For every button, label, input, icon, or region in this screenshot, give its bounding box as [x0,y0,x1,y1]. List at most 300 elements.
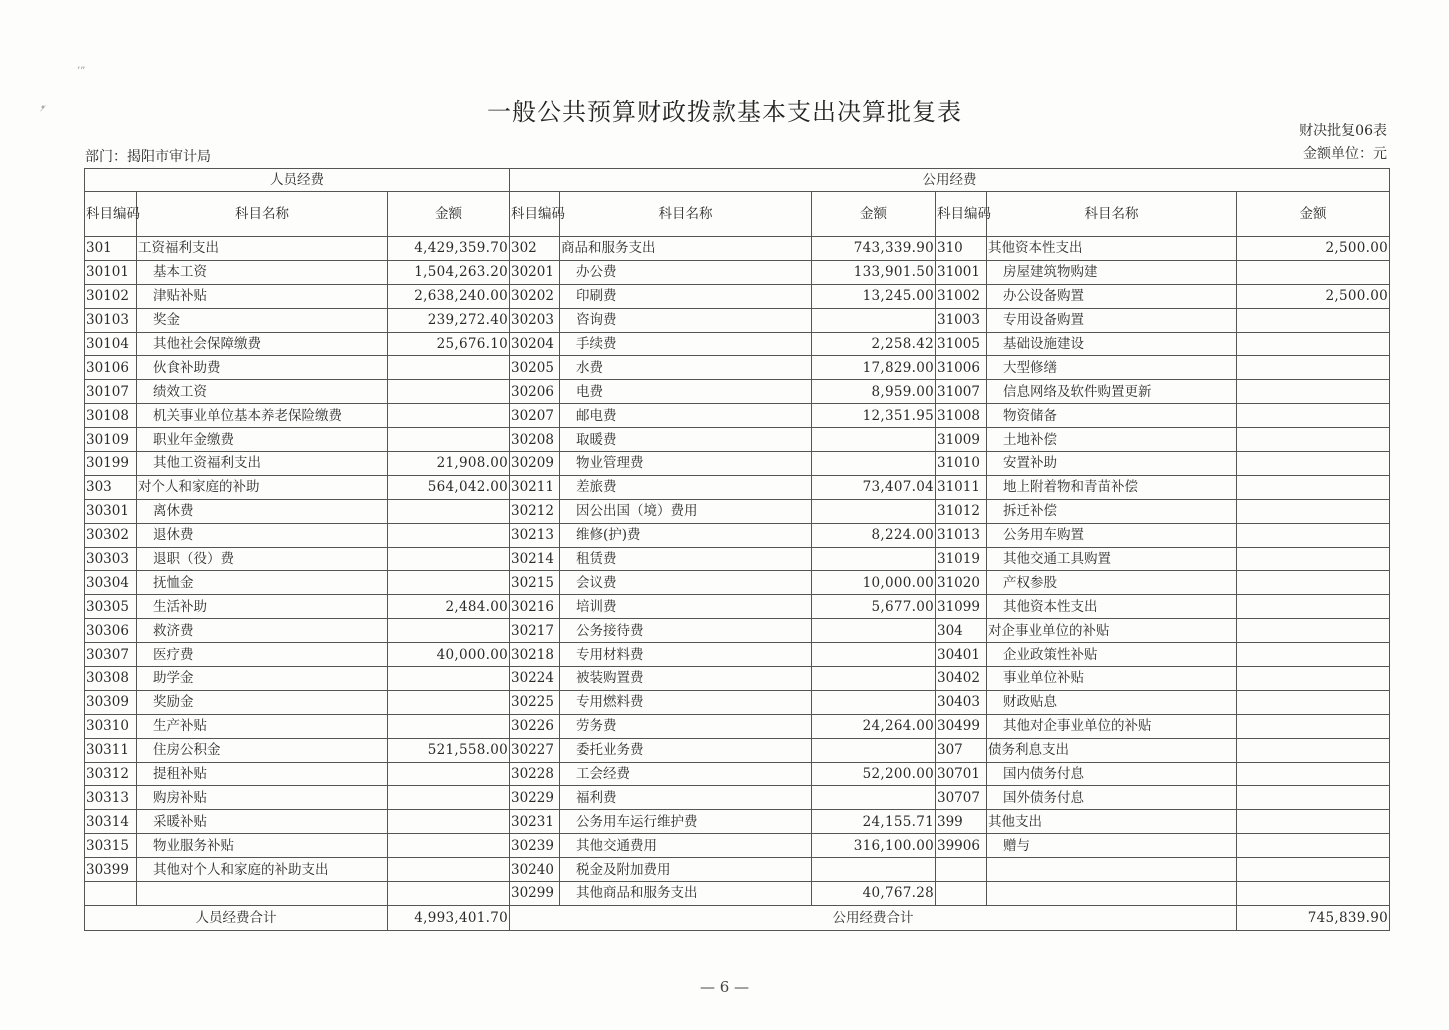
subject-name-cell: 生活补助 [137,595,388,619]
table-row [85,237,1390,261]
subject-name-cell: 事业单位补贴 [987,667,1237,691]
subject-code-cell: 30228 [510,762,560,786]
table-row [85,475,1390,499]
amount-cell [388,523,510,547]
subject-name-cell: 专用设备购置 [987,308,1237,332]
amount-cell [388,667,510,691]
amount-cell: 239,272.40 [388,308,510,332]
subject-name-cell: 其他工资福利支出 [137,452,388,476]
subject-name-cell: 奖金 [137,308,388,332]
subject-name-cell: 对个人和家庭的补助 [137,475,388,499]
amount-cell: 133,901.50 [812,260,936,284]
column-header-row [85,192,1390,237]
amount-cell: 4,429,359.70 [388,237,510,261]
subject-code-cell: 30102 [85,284,137,308]
table-row [85,619,1390,643]
amount-cell [812,619,936,643]
subject-name-cell: 救济费 [137,619,388,643]
amount-header: 金额 [1237,192,1390,237]
subject-code-cell: 30217 [510,619,560,643]
subject-name-cell: 咨询费 [560,308,812,332]
subject-code-cell: 30310 [85,714,137,738]
subject-name-cell: 取暖费 [560,428,812,452]
subject-name-cell: 维修(护)费 [560,523,812,547]
amount-cell [812,547,936,571]
subject-name-cell: 国外债务付息 [987,786,1237,810]
subject-name-cell: 被装购置费 [560,667,812,691]
subject-code-cell: 31002 [936,284,987,308]
subject-code-cell: 30225 [510,690,560,714]
subject-name-cell: 公务用车购置 [987,523,1237,547]
subject-name-cell: 工会经费 [560,762,812,786]
subject-code-cell: 304 [936,619,987,643]
subject-code-cell: 30305 [85,595,137,619]
table-row [85,858,1390,882]
amount-cell [388,834,510,858]
subject-name-cell: 公务用车运行维护费 [560,810,812,834]
amount-cell [388,428,510,452]
subject-name-cell: 助学金 [137,667,388,691]
subject-name-cell: 印刷费 [560,284,812,308]
amount-cell: 10,000.00 [812,571,936,595]
subject-name-cell [987,882,1237,906]
table-row [85,643,1390,667]
subject-name-cell: 物业服务补贴 [137,834,388,858]
amount-cell: 40,000.00 [388,643,510,667]
table-row [85,308,1390,332]
department-label: 部门：揭阳市审计局 [85,149,211,165]
subject-code-cell: 30199 [85,452,137,476]
subject-code-cell: 301 [85,237,137,261]
subject-name-cell: 其他资本性支出 [987,237,1237,261]
table-row [85,523,1390,547]
amount-cell: 2,638,240.00 [388,284,510,308]
subject-code-cell: 30308 [85,667,137,691]
amount-cell [1237,499,1390,523]
subject-code-cell: 30402 [936,667,987,691]
code-header: 科目编码 [85,192,137,237]
subject-code-cell: 30204 [510,332,560,356]
amount-cell: 13,245.00 [812,284,936,308]
amount-cell [1237,475,1390,499]
subject-name-cell: 工资福利支出 [137,237,388,261]
amount-cell: 521,558.00 [388,738,510,762]
table-row [85,762,1390,786]
amount-cell: 73,407.04 [812,475,936,499]
amount-cell [388,762,510,786]
subject-code-cell: 30201 [510,260,560,284]
amount-cell [388,810,510,834]
subject-code-cell: 399 [936,810,987,834]
amount-cell [1237,571,1390,595]
subject-code-cell: 30307 [85,643,137,667]
amount-cell [1237,834,1390,858]
subject-name-cell: 拆迁补偿 [987,499,1237,523]
name-header: 科目名称 [137,192,388,237]
subject-name-cell: 对企事业单位的补贴 [987,619,1237,643]
subject-code-cell: 30109 [85,428,137,452]
amount-cell [1237,786,1390,810]
amount-cell [1237,356,1390,380]
amount-cell: 17,829.00 [812,356,936,380]
amount-cell: 8,224.00 [812,523,936,547]
subject-code-cell: 30213 [510,523,560,547]
subject-code-cell: 30303 [85,547,137,571]
subject-code-cell [936,882,987,906]
amount-cell [1237,619,1390,643]
subject-code-cell: 307 [936,738,987,762]
subject-name-cell: 职业年金缴费 [137,428,388,452]
amount-cell [1237,714,1390,738]
table-row [85,690,1390,714]
subject-name-cell: 其他支出 [987,810,1237,834]
subject-name-cell: 津贴补贴 [137,284,388,308]
amount-cell: 2,500.00 [1237,237,1390,261]
subject-name-cell: 物业管理费 [560,452,812,476]
amount-cell [388,404,510,428]
amount-cell [1237,810,1390,834]
amount-cell: 564,042.00 [388,475,510,499]
subject-name-cell: 赠与 [987,834,1237,858]
subject-name-cell: 手续费 [560,332,812,356]
amount-cell [1237,308,1390,332]
subject-name-cell: 财政贴息 [987,690,1237,714]
amount-cell [1237,762,1390,786]
subject-name-cell: 办公设备购置 [987,284,1237,308]
amount-cell [812,428,936,452]
amount-cell: 2,500.00 [1237,284,1390,308]
totals-row [85,905,1390,930]
amount-cell [1237,643,1390,667]
subject-code-cell: 31099 [936,595,987,619]
subject-code-cell: 30401 [936,643,987,667]
amount-cell [1237,332,1390,356]
amount-cell [812,452,936,476]
subject-name-cell: 安置补助 [987,452,1237,476]
table-row [85,667,1390,691]
table-row [85,428,1390,452]
subject-code-cell: 31003 [936,308,987,332]
subject-name-cell: 租赁费 [560,547,812,571]
subject-code-cell: 30239 [510,834,560,858]
table-row [85,595,1390,619]
amount-cell [1237,428,1390,452]
subject-code-cell: 30212 [510,499,560,523]
subject-code-cell: 30103 [85,308,137,332]
code-header: 科目编码 [510,192,560,237]
subject-name-cell: 水费 [560,356,812,380]
subject-code-cell: 30304 [85,571,137,595]
subject-code-cell: 30106 [85,356,137,380]
subject-name-cell: 专用材料费 [560,643,812,667]
amount-cell: 316,100.00 [812,834,936,858]
amount-cell [812,643,936,667]
subject-name-cell: 邮电费 [560,404,812,428]
amount-cell [388,571,510,595]
amount-cell: 52,200.00 [812,762,936,786]
subject-name-cell: 提租补贴 [137,762,388,786]
subject-code-cell: 30313 [85,786,137,810]
subject-code-cell: 303 [85,475,137,499]
subject-code-cell: 30227 [510,738,560,762]
subject-code-cell: 31013 [936,523,987,547]
subject-name-cell: 电费 [560,380,812,404]
subject-name-cell: 购房补贴 [137,786,388,810]
subject-code-cell: 30306 [85,619,137,643]
subject-name-cell: 奖励金 [137,690,388,714]
amount-cell [1237,547,1390,571]
table-body [85,237,1390,906]
table-row [85,571,1390,595]
subject-code-cell: 302 [510,237,560,261]
table-row [85,714,1390,738]
public-total-label: 公用经费合计 [510,905,1237,930]
subject-code-cell: 30311 [85,738,137,762]
subject-name-cell: 办公费 [560,260,812,284]
subject-code-cell: 30218 [510,643,560,667]
personnel-section-header: 人员经费 [85,169,510,192]
subject-code-cell: 30206 [510,380,560,404]
subject-name-cell [987,858,1237,882]
amount-header: 金额 [388,192,510,237]
subject-name-cell: 其他资本性支出 [987,595,1237,619]
subject-name-cell: 其他交通费用 [560,834,812,858]
amount-cell [388,714,510,738]
subject-code-cell: 30211 [510,475,560,499]
subject-code-cell: 31005 [936,332,987,356]
subject-name-cell: 专用燃料费 [560,690,812,714]
subject-name-cell: 会议费 [560,571,812,595]
subject-code-cell: 30216 [510,595,560,619]
amount-cell: 2,258.42 [812,332,936,356]
subject-code-cell: 31019 [936,547,987,571]
subject-name-cell: 公务接待费 [560,619,812,643]
subject-name-cell: 生产补贴 [137,714,388,738]
subject-code-cell [85,882,137,906]
subject-code-cell: 30224 [510,667,560,691]
subject-code-cell: 30209 [510,452,560,476]
subject-name-cell [137,882,388,906]
amount-cell [1237,595,1390,619]
amount-cell [1237,690,1390,714]
subject-name-cell: 委托业务费 [560,738,812,762]
amount-cell: 2,484.00 [388,595,510,619]
amount-cell: 12,351.95 [812,404,936,428]
subject-code-cell: 31012 [936,499,987,523]
subject-code-cell: 30108 [85,404,137,428]
subject-code-cell [936,858,987,882]
subject-code-cell: 31020 [936,571,987,595]
subject-name-cell: 房屋建筑物购建 [987,260,1237,284]
subject-code-cell: 30202 [510,284,560,308]
amount-cell [388,786,510,810]
amount-cell [1237,858,1390,882]
subject-code-cell: 30399 [85,858,137,882]
amount-cell [1237,380,1390,404]
subject-code-cell: 310 [936,237,987,261]
subject-name-cell: 劳务费 [560,714,812,738]
subject-name-cell: 伙食补助费 [137,356,388,380]
subject-name-cell: 绩效工资 [137,380,388,404]
table-row [85,380,1390,404]
subject-name-cell: 税金及附加费用 [560,858,812,882]
amount-header: 金额 [812,192,936,237]
amount-cell [388,356,510,380]
amount-cell [388,882,510,906]
subject-code-cell: 30499 [936,714,987,738]
subject-name-cell: 商品和服务支出 [560,237,812,261]
amount-cell: 5,677.00 [812,595,936,619]
subject-code-cell: 30403 [936,690,987,714]
amount-cell [388,690,510,714]
subject-code-cell: 39906 [936,834,987,858]
subject-code-cell: 30240 [510,858,560,882]
table-row [85,882,1390,906]
subject-name-cell: 产权参股 [987,571,1237,595]
amount-cell [1237,738,1390,762]
subject-code-cell: 31010 [936,452,987,476]
table-row [85,547,1390,571]
page-title: 一般公共预算财政拨款基本支出决算批复表 [487,98,962,126]
subject-name-cell: 退休费 [137,523,388,547]
code-header: 科目编码 [936,192,987,237]
amount-cell [812,667,936,691]
amount-cell [388,499,510,523]
amount-cell: 21,908.00 [388,452,510,476]
personnel-total-label: 人员经费合计 [85,905,388,930]
subject-code-cell: 31009 [936,428,987,452]
subject-code-cell: 30215 [510,571,560,595]
subject-name-cell: 其他对个人和家庭的补助支出 [137,858,388,882]
subject-code-cell: 31001 [936,260,987,284]
table-row [85,738,1390,762]
table-row [85,810,1390,834]
subject-name-cell: 基本工资 [137,260,388,284]
personnel-total-amount: 4,993,401.70 [388,905,510,930]
subject-code-cell: 30302 [85,523,137,547]
name-header: 科目名称 [987,192,1237,237]
subject-name-cell: 其他商品和服务支出 [560,882,812,906]
subject-code-cell: 30309 [85,690,137,714]
table-row [85,284,1390,308]
subject-name-cell: 采暖补贴 [137,810,388,834]
amount-cell [812,499,936,523]
amount-cell [812,786,936,810]
amount-cell [1237,667,1390,691]
subject-name-cell: 因公出国（境）费用 [560,499,812,523]
table-row [85,452,1390,476]
subject-name-cell: 医疗费 [137,643,388,667]
subject-name-cell: 差旅费 [560,475,812,499]
table-row [85,834,1390,858]
amount-cell [1237,404,1390,428]
section-header-row [85,169,1390,192]
table-row [85,356,1390,380]
subject-name-cell: 抚恤金 [137,571,388,595]
subject-code-cell: 30707 [936,786,987,810]
amount-cell: 24,155.71 [812,810,936,834]
amount-unit: 金额单位：元 [1303,146,1387,162]
amount-cell [388,380,510,404]
subject-code-cell: 30205 [510,356,560,380]
subject-name-cell: 债务利息支出 [987,738,1237,762]
amount-cell [1237,260,1390,284]
subject-name-cell: 基础设施建设 [987,332,1237,356]
page-number: — 6 — [699,978,750,996]
subject-code-cell: 30104 [85,332,137,356]
subject-code-cell: 30315 [85,834,137,858]
amount-cell [1237,882,1390,906]
subject-code-cell: 30207 [510,404,560,428]
subject-code-cell: 30701 [936,762,987,786]
subject-name-cell: 信息网络及软件购置更新 [987,380,1237,404]
table-row [85,404,1390,428]
amount-cell: 1,504,263.20 [388,260,510,284]
subject-code-cell: 30203 [510,308,560,332]
subject-name-cell: 离休费 [137,499,388,523]
subject-name-cell: 培训费 [560,595,812,619]
amount-cell [388,619,510,643]
subject-name-cell: 企业政策性补贴 [987,643,1237,667]
name-header: 科目名称 [560,192,812,237]
amount-cell: 25,676.10 [388,332,510,356]
amount-cell: 40,767.28 [812,882,936,906]
amount-cell: 8,959.00 [812,380,936,404]
subject-name-cell: 地上附着物和青苗补偿 [987,475,1237,499]
subject-name-cell: 其他交通工具购置 [987,547,1237,571]
subject-code-cell: 30231 [510,810,560,834]
amount-cell [388,858,510,882]
subject-name-cell: 退职（役）费 [137,547,388,571]
amount-cell [812,738,936,762]
amount-cell [812,308,936,332]
subject-code-cell: 30229 [510,786,560,810]
subject-code-cell: 30226 [510,714,560,738]
form-number: 财决批复06表 [1299,123,1387,139]
subject-code-cell: 30301 [85,499,137,523]
subject-code-cell: 30107 [85,380,137,404]
amount-cell [812,690,936,714]
subject-name-cell: 其他社会保障缴费 [137,332,388,356]
subject-name-cell: 国内债务付息 [987,762,1237,786]
subject-name-cell: 大型修缮 [987,356,1237,380]
amount-cell [1237,452,1390,476]
subject-code-cell: 30312 [85,762,137,786]
subject-code-cell: 31006 [936,356,987,380]
public-total-amount: 745,839.90 [1237,905,1390,930]
table-row [85,786,1390,810]
subject-code-cell: 30214 [510,547,560,571]
subject-code-cell: 30208 [510,428,560,452]
subject-code-cell: 31008 [936,404,987,428]
subject-code-cell: 30314 [85,810,137,834]
scan-speck-mark: ’” [77,66,86,77]
table-row [85,499,1390,523]
subject-name-cell: 住房公积金 [137,738,388,762]
public-section-header: 公用经费 [510,169,1390,192]
amount-cell: 24,264.00 [812,714,936,738]
amount-cell [812,858,936,882]
amount-cell [388,547,510,571]
expenditure-table [84,168,1390,931]
subject-name-cell: 其他对企事业单位的补贴 [987,714,1237,738]
table-row [85,260,1390,284]
amount-cell: 743,339.90 [812,237,936,261]
amount-cell [1237,523,1390,547]
subject-code-cell: 31011 [936,475,987,499]
subject-name-cell: 福利费 [560,786,812,810]
subject-code-cell: 30101 [85,260,137,284]
